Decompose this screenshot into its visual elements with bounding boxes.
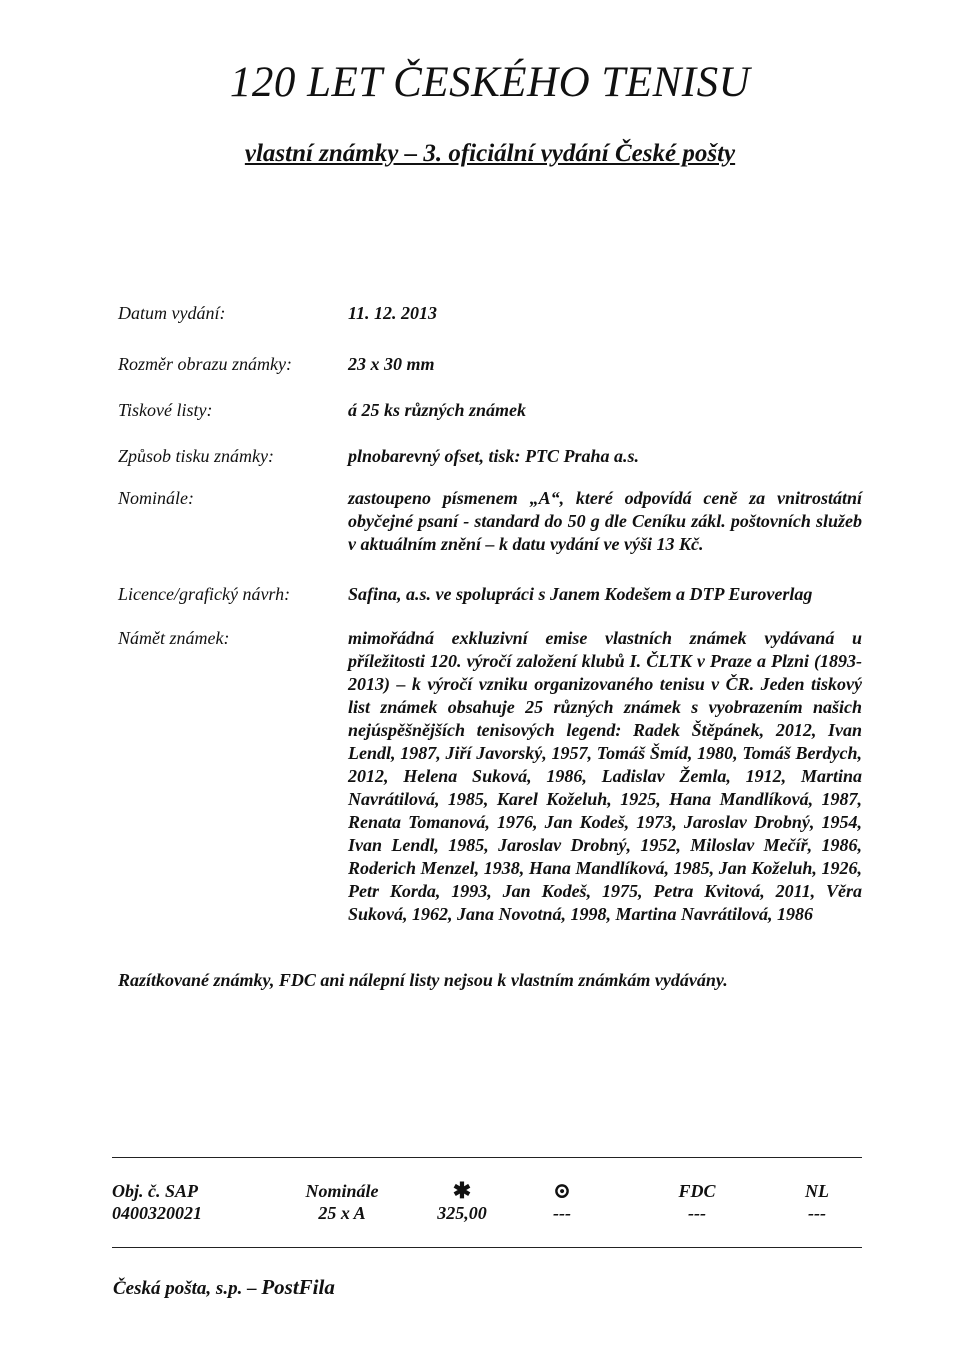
detail-value: zastoupeno písmenem „A“, které odpovídá ceně za vnitrostátní obyčejné psaní - standard do 50 g dle Ceníku zákl. poštovních služeb v aktuálním znění – k datu vydání ve výši 13 Kč.: [348, 488, 862, 554]
header-nominal: Nominále: [305, 1181, 379, 1201]
detail-label: Námět známek:: [118, 628, 230, 648]
table-bottom-rule: [112, 1247, 862, 1248]
detail-value: 23 x 30 mm: [348, 354, 435, 374]
detail-label: Datum vydání:: [118, 303, 226, 323]
column-nominal: [287, 1180, 397, 1224]
table-top-rule: [112, 1157, 862, 1158]
header-fdc: FDC: [678, 1181, 716, 1201]
usage-note: Razítkované známky, FDC ani nálepní listy nejsou k vlastním známkám vydávány.: [118, 970, 728, 990]
document-title: 120 LET ČESKÉHO TENISU: [229, 59, 751, 106]
detail-value: plnobarevný ofset, tisk: PTC Praha a.s.: [348, 446, 639, 466]
value-cancelled: ---: [553, 1203, 571, 1223]
column-nl: [787, 1180, 847, 1224]
value-nl: ---: [808, 1203, 826, 1223]
cancelled-stamp-icon: ⊙: [552, 1178, 572, 1203]
value-sap: 0400320021: [112, 1203, 202, 1223]
detail-value: mimořádná exkluzivní emise vlastních známek vydávaná u příležitosti 120. výročí založení klubů I. ČLTK v Praze a Plzni (1893-2013) – k výročí vzniku organizovaného tenisu v ČR. Jeden tiskový list známek obsahuje 25 různých známek s vyobrazením našich nejúspěšnějších tenisových legend: Radek Štěpánek, 2012, Ivan Lendl, 1987, Jiří Javorský, 1957, Tomáš Šmíd, 1980, Tomáš Berdych, 2012, Helena Suková, 1986, Ladislav Žemla, 1912, Martina Navrátilová, 1985, Karel Koželuh, 1925, Hana Mandlíková, 1987, Renata Tomanová, 1976, Jan Kodeš, 1973, Jaroslav Drobný, 1954, Ivan Lendl, 1985, Jaroslav Drobný, 1952, Miloslav Mečíř, 1986, Roderich Menzel, 1938, Hana Mandlíková, 1985, Jan Koželuh, 1926, Petr Korda, 1993, Jan Kodeš, 1975, Petra Kvitová, 2011, Věra Suková, 1962, Jana Novotná, 1998, Martina Navrátilová, 1986: [348, 628, 862, 924]
footer-issuer: [113, 1275, 335, 1300]
detail-label: Rozměr obrazu známky:: [118, 354, 292, 374]
column-sap: [112, 1180, 262, 1224]
header-sap: Obj. č. SAP: [112, 1181, 199, 1201]
value-nominal: 25 x A: [318, 1203, 366, 1223]
order-table: [112, 1180, 872, 1230]
mint-stamp-icon: ✱: [452, 1178, 472, 1203]
detail-value: Safina, a.s. ve spolupráci s Janem Kodešem a DTP Euroverlag: [348, 584, 813, 604]
document-subtitle: vlastní známky – 3. oficiální vydání České pošty: [244, 140, 736, 167]
column-mint: [407, 1180, 517, 1224]
header-nl: NL: [805, 1181, 829, 1201]
value-mint: 325,00: [437, 1203, 487, 1223]
detail-value: á 25 ks různých známek: [348, 400, 527, 420]
issuer-brand: PostFila: [261, 1275, 335, 1299]
issuer-separator: –: [247, 1278, 257, 1299]
detail-label: Licence/grafický návrh:: [118, 584, 291, 604]
column-cancelled: [527, 1180, 597, 1224]
column-fdc: [657, 1180, 737, 1224]
detail-label: Způsob tisku známky:: [118, 446, 274, 466]
issuer-name: Česká pošta, s.p.: [113, 1278, 243, 1299]
detail-value: 11. 12. 2013: [348, 303, 438, 323]
detail-label: Tiskové listy:: [118, 400, 213, 420]
detail-label: Nominále:: [118, 488, 194, 508]
value-fdc: ---: [688, 1203, 706, 1223]
